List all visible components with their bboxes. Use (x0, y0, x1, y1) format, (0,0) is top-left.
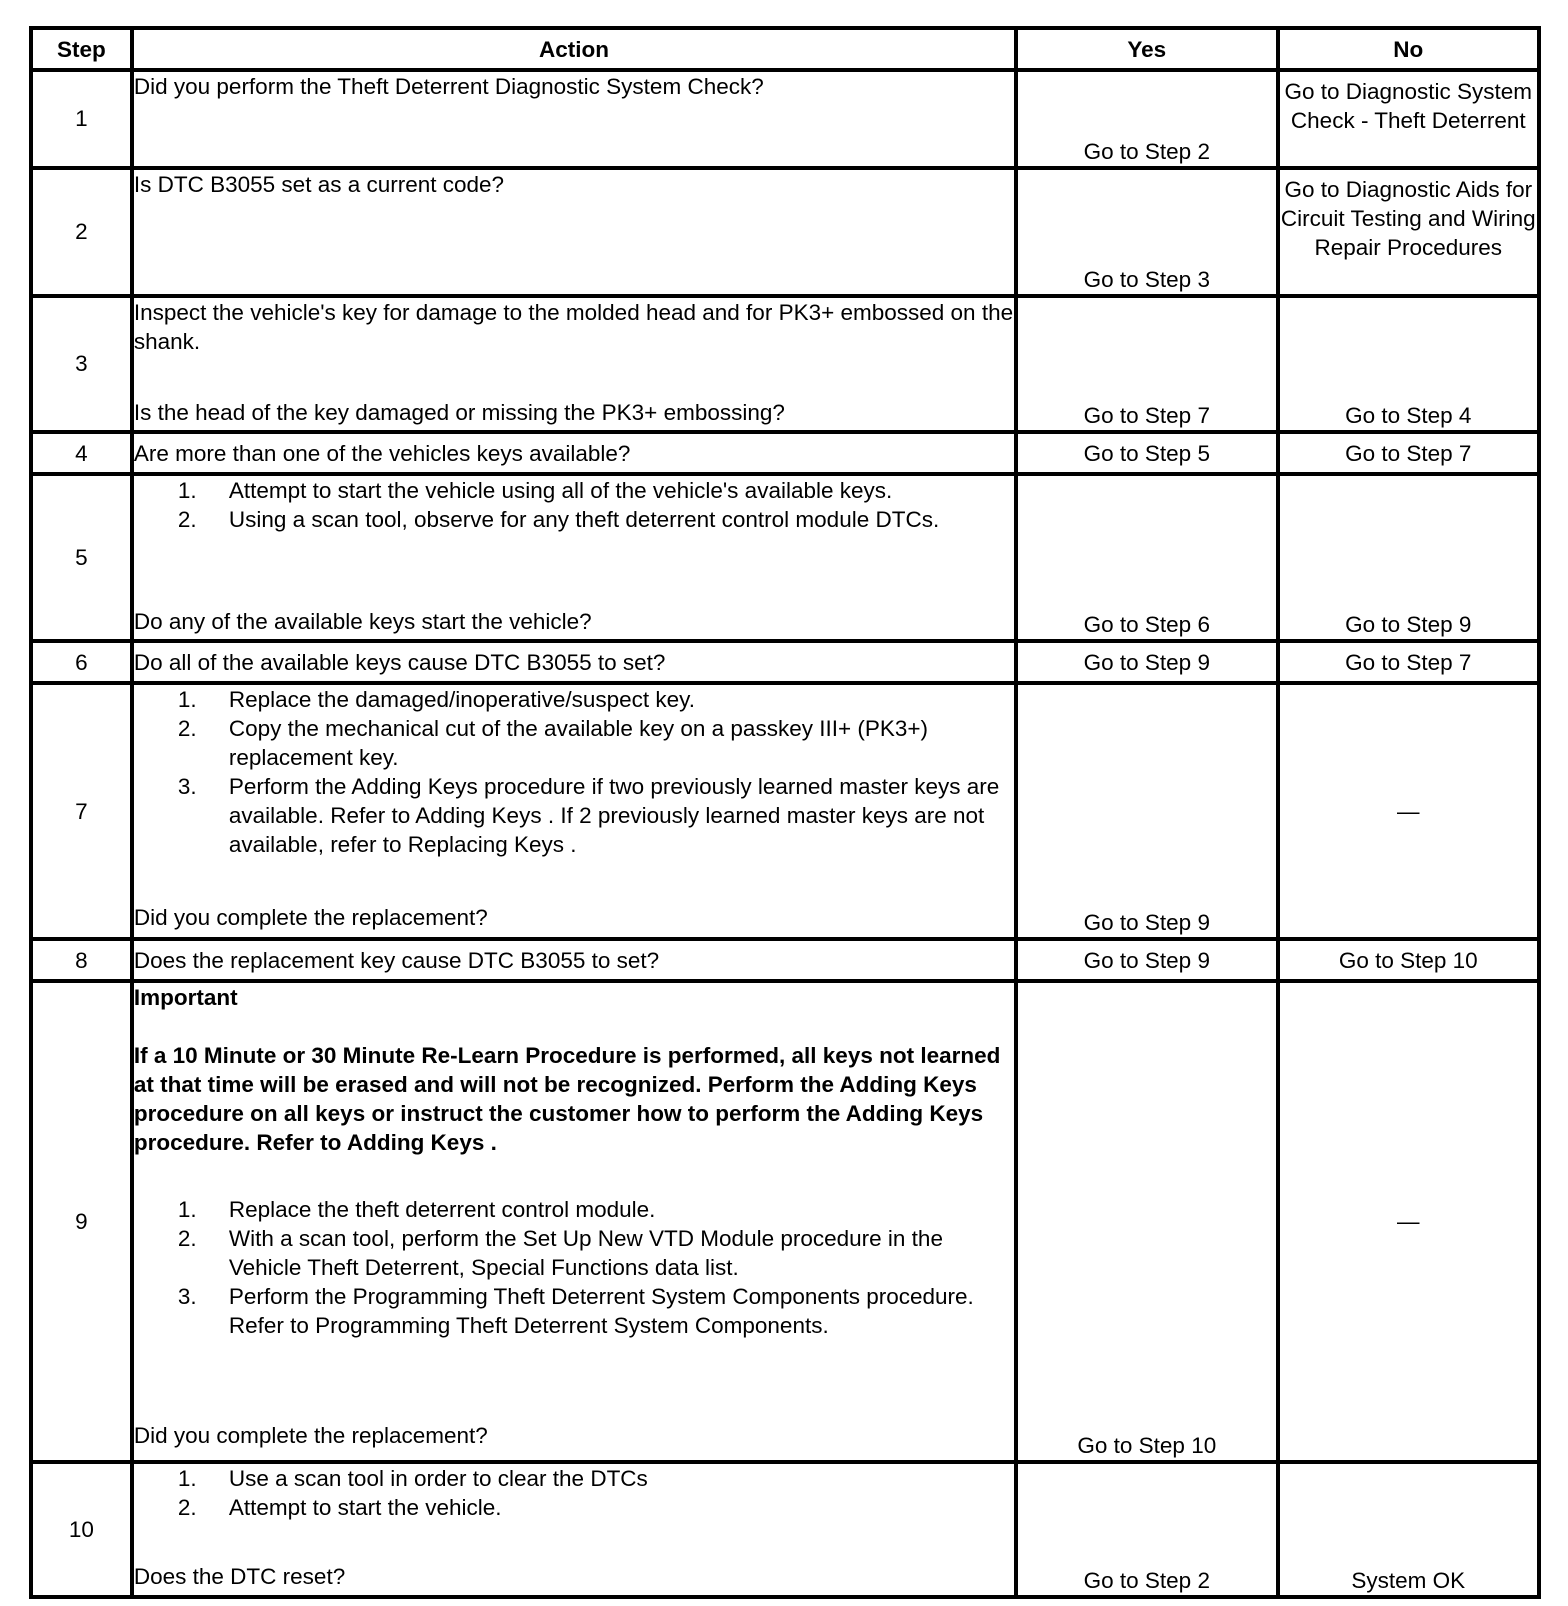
yes-cell: Go to Step 9 (1016, 641, 1277, 683)
no-cell: Go to Diagnostic Aids for Circuit Testing and Wiring Repair Procedures (1278, 168, 1539, 296)
action-instruction: Inspect the vehicle's key for damage to the molded head and for PK3+ embossed on the shank. (133, 299, 1014, 354)
yes-cell: Go to Step 5 (1016, 432, 1277, 474)
action-cell (132, 70, 1016, 168)
step-number: 7 (31, 683, 132, 939)
step-number: 3 (31, 296, 132, 433)
yes-cell: Go to Step 9 (1016, 683, 1277, 939)
action-cell (132, 296, 1016, 433)
header-action: Action (132, 28, 1016, 70)
action-cell (132, 474, 1016, 641)
list-item: 3. Perform the Adding Keys procedure if two previously learned master keys are available. Refer to Adding Keys . If 2 previously learned master keys are not available, refer to Replacing Keys . (177, 774, 1000, 858)
list-item: 2. Using a scan tool, observe for any theft deterrent control module DTCs. (177, 507, 940, 533)
step-number: 10 (31, 1462, 132, 1597)
action-cell (132, 641, 1016, 683)
action-question: Do any of the available keys start the vehicle? (133, 608, 592, 634)
no-cell: — (1278, 981, 1539, 1462)
step-number: 4 (31, 432, 132, 474)
header-step: Step (31, 28, 132, 70)
numbered-list (134, 476, 1014, 534)
step-number: 2 (31, 168, 132, 296)
header-row (31, 28, 1539, 70)
header-yes: Yes (1016, 28, 1277, 70)
table-row (31, 641, 1539, 683)
step-number: 9 (31, 981, 132, 1462)
table-row (31, 1462, 1539, 1597)
header-no: No (1278, 28, 1539, 70)
no-cell: Go to Step 4 (1278, 296, 1539, 433)
yes-cell: Go to Step 7 (1016, 296, 1277, 433)
yes-cell: Go to Step 3 (1016, 168, 1277, 296)
list-item: 2. Attempt to start the vehicle. (177, 1495, 502, 1521)
action-question: Do all of the available keys cause DTC B3055 to set? (133, 649, 666, 675)
numbered-list (134, 685, 1014, 859)
step-number: 1 (31, 70, 132, 168)
table-row (31, 296, 1539, 433)
important-notice (134, 983, 1014, 1340)
important-text: If a 10 Minute or 30 Minute Re-Learn Procedure is performed, all keys not learned at that time will be erased and will not be recognized. Perform the Adding Keys procedure on all keys or instruct the customer how to perform the Adding Keys procedure. Refer to Adding Keys . (133, 1043, 1001, 1156)
list-item: 1. Replace the theft deterrent control module. (177, 1197, 656, 1223)
table-row (31, 70, 1539, 168)
yes-cell: Go to Step 9 (1016, 939, 1277, 981)
no-cell: Go to Step 7 (1278, 641, 1539, 683)
yes-cell: Go to Step 10 (1016, 981, 1277, 1462)
table-row (31, 981, 1539, 1462)
list-item: 1. Attempt to start the vehicle using all of the vehicle's available keys. (177, 478, 893, 504)
action-question: Did you complete the replacement? (133, 1423, 488, 1449)
action-question: Is the head of the key damaged or missing the PK3+ embossing? (133, 400, 785, 426)
list-item: 1. Replace the damaged/inoperative/suspect key. (177, 687, 695, 713)
action-cell (132, 432, 1016, 474)
action-question: Does the DTC reset? (133, 1564, 346, 1589)
action-question: Does the replacement key cause DTC B3055 to set? (133, 947, 660, 973)
list-item: 2. With a scan tool, perform the Set Up New VTD Module procedure in the Vehicle Theft Deterrent, Special Functions data list. (177, 1226, 943, 1281)
action-question: Are more than one of the vehicles keys available? (133, 440, 631, 466)
numbered-list (134, 1195, 1014, 1340)
no-cell: Go to Step 9 (1278, 474, 1539, 641)
yes-cell: Go to Step 6 (1016, 474, 1277, 641)
action-cell (132, 1462, 1016, 1597)
no-cell: System OK (1278, 1462, 1539, 1597)
table-row (31, 168, 1539, 296)
action-cell (132, 168, 1016, 296)
table-row (31, 683, 1539, 939)
step-number: 6 (31, 641, 132, 683)
yes-cell: Go to Step 2 (1016, 70, 1277, 168)
no-cell: — (1278, 683, 1539, 939)
no-cell: Go to Diagnostic System Check - Theft Deterrent (1278, 70, 1539, 168)
list-item: 2. Copy the mechanical cut of the available key on a passkey III+ (PK3+) replacement key. (177, 716, 929, 771)
no-cell: Go to Step 7 (1278, 432, 1539, 474)
list-item: 1. Use a scan tool in order to clear the DTCs (177, 1466, 648, 1492)
action-cell (132, 939, 1016, 981)
diagnostic-table (29, 26, 1541, 1599)
important-label: Important (133, 985, 238, 1011)
list-item: 3. Perform the Programming Theft Deterrent System Components procedure. Refer to Programming Theft Deterrent System Components. (177, 1284, 974, 1339)
numbered-list (134, 1464, 1014, 1522)
table-row (31, 939, 1539, 981)
table-row (31, 432, 1539, 474)
table-row (31, 474, 1539, 641)
step-number: 8 (31, 939, 132, 981)
yes-cell: Go to Step 2 (1016, 1462, 1277, 1597)
action-cell (132, 981, 1016, 1462)
action-question: Did you complete the replacement? (133, 905, 488, 931)
step-number: 5 (31, 474, 132, 641)
action-question: Did you perform the Theft Deterrent Diagnostic System Check? (133, 74, 764, 99)
action-question: Is DTC B3055 set as a current code? (133, 171, 505, 197)
action-cell (132, 683, 1016, 939)
no-cell: Go to Step 10 (1278, 939, 1539, 981)
